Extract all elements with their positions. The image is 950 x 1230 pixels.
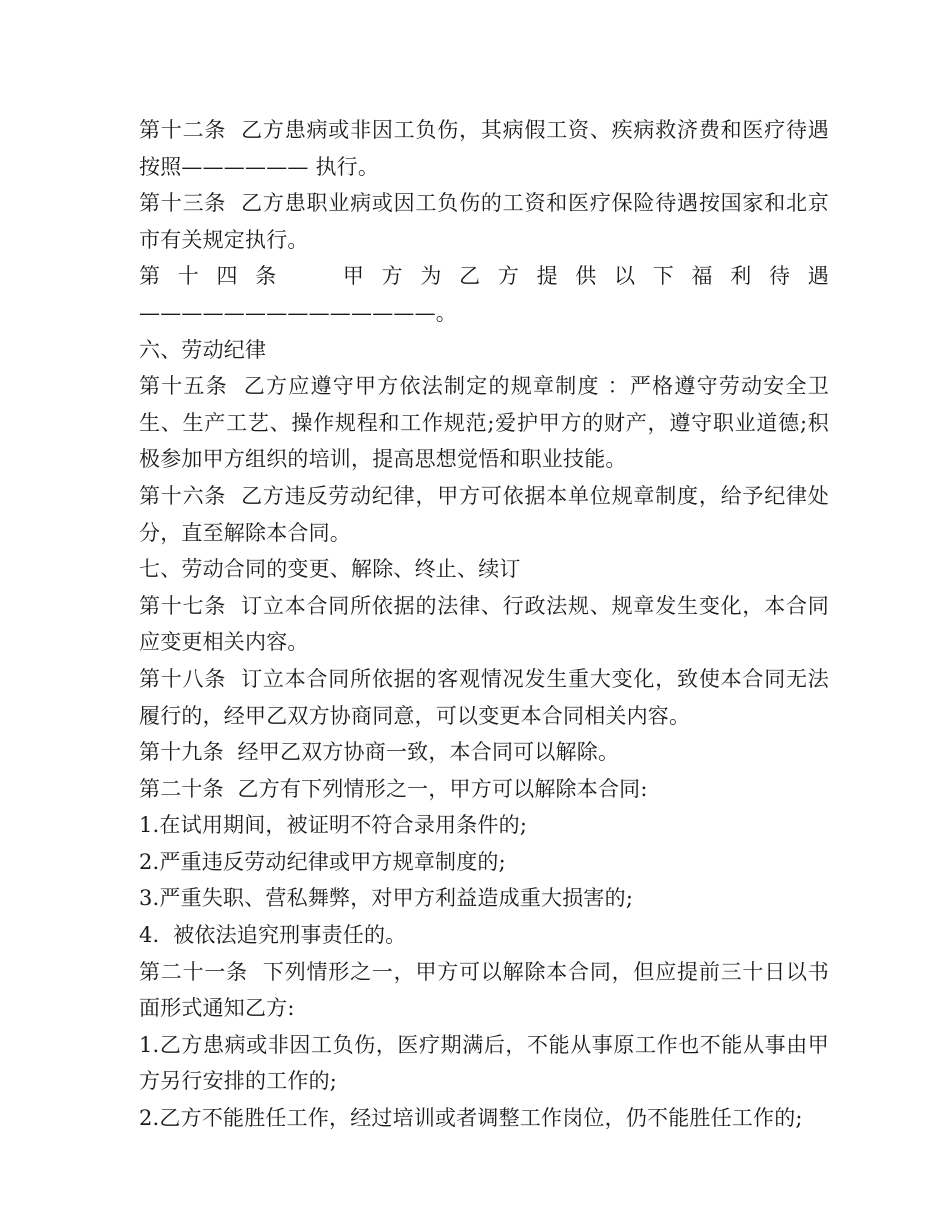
article-21-item-2: 2.乙方不能胜任工作，经过培训或者调整工作岗位，仍不能胜任工作的; — [139, 1106, 803, 1131]
article-19: 第十九条 经甲乙双方协商一致，本合同可以解除。 — [139, 740, 620, 765]
article-16: 第十六条 乙方违反劳动纪律，甲方可依据本单位规章制度，给予纪律处分，直至解除本合同。 — [139, 483, 829, 545]
article-21: 第二十一条 下列情形之一，甲方可以解除本合同，但应提前三十日以书面形式通知乙方: — [139, 959, 829, 1021]
article-21-item-1: 1.乙方患病或非因工负伤，医疗期满后，不能从事原工作也不能从事由甲方另行安排的工作的; — [139, 1032, 829, 1094]
section-heading-contract-changes: 七、劳动合同的变更、解除、终止、续订 — [139, 557, 521, 582]
article-14: 第十四条 甲方为乙方提供以下福利待遇——————————————。 — [139, 264, 829, 325]
section-heading-labor-discipline: 六、劳动纪律 — [139, 337, 267, 362]
article-18: 第十八条 订立本合同所依据的客观情况发生重大变化，致使本合同无法履行的，经甲乙双方协商同意，可以变更本合同相关内容。 — [139, 666, 829, 728]
document-body — [139, 112, 829, 1137]
article-20: 第二十条 乙方有下列情形之一，甲方可以解除本合同: — [139, 776, 648, 801]
article-12: 第十二条 乙方患病或非因工负伤，其病假工资、疾病救济费和医疗待遇按照—————— 执行。 — [139, 118, 829, 179]
article-20-item-1: 1.在试用期间，被证明不符合录用条件的; — [139, 813, 528, 838]
article-15: 第十五条 乙方应遵守甲方依法制定的规章制度 ：严格遵守劳动安全卫生、生产工艺、操作规程和工作规范;爱护甲方的财产，遵守职业道德;积极参加甲方组织的培训，提高思想觉悟和职业技能。 — [139, 374, 829, 472]
article-20-item-3: 3.严重失职、营私舞弊，对甲方利益造成重大损害的; — [139, 886, 634, 911]
article-20-item-4: 4. 被依法追究刑事责任的。 — [139, 923, 407, 948]
article-20-item-2: 2.严重违反劳动纪律或甲方规章制度的; — [139, 849, 506, 874]
article-13: 第十三条 乙方患职业病或因工负伤的工资和医疗保险待遇按国家和北京市有关规定执行。 — [139, 191, 829, 252]
article-17: 第十七条 订立本合同所依据的法律、行政法规、规章发生变化，本合同应变更相关内容。 — [139, 593, 829, 655]
